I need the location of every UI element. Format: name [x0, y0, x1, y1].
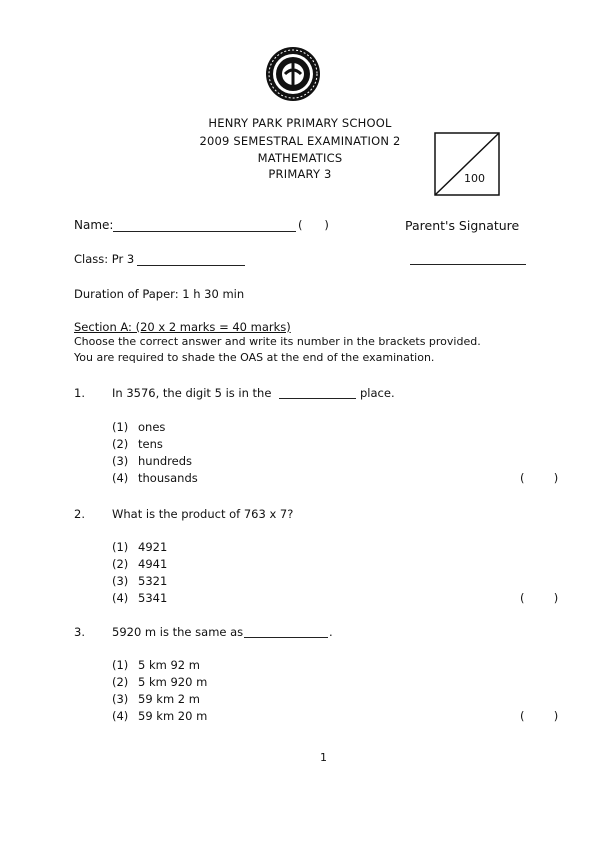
option-number: (2)	[112, 437, 129, 451]
level-title: PRIMARY 3	[268, 167, 332, 181]
page-number: 1	[320, 751, 327, 764]
question-text: 5920 m is the same as	[112, 625, 244, 639]
parent-signature-field[interactable]	[410, 264, 526, 265]
school-name: HENRY PARK PRIMARY SCHOOL	[208, 116, 392, 130]
question-number: 2.	[74, 507, 85, 521]
subject-title: MATHEMATICS	[257, 151, 343, 165]
answer-blank	[279, 398, 356, 399]
register-number-paren: ( )	[298, 218, 329, 232]
answer-blank	[244, 637, 328, 638]
option-text: 5341	[138, 591, 168, 605]
question-number: 3.	[74, 625, 85, 639]
question-text: What is the product of 763 x 7?	[112, 507, 294, 521]
option-number: (4)	[112, 591, 129, 605]
parent-signature-label: Parent's Signature	[405, 218, 520, 233]
option-text: 4941	[138, 557, 168, 571]
option-number: (1)	[112, 420, 129, 434]
option-number: (3)	[112, 574, 129, 588]
school-logo	[265, 46, 321, 102]
question-number: 1.	[74, 386, 85, 400]
option-number: (1)	[112, 658, 129, 672]
class-label: Class: Pr 3	[74, 252, 135, 266]
option-text: 59 km 20 m	[138, 709, 208, 723]
option-text: 5321	[138, 574, 168, 588]
instruction-2: You are required to shade the OAS at the end of the examination.	[74, 351, 435, 364]
option-text: tens	[138, 437, 163, 451]
option-number: (2)	[112, 675, 129, 689]
answer-brackets[interactable]: ( )	[520, 471, 559, 485]
section-title: Section A: (20 x 2 marks = 40 marks)	[74, 320, 291, 334]
duration: Duration of Paper: 1 h 30 min	[74, 287, 245, 301]
name-field[interactable]	[113, 231, 296, 232]
option-number: (1)	[112, 540, 129, 554]
option-text: 59 km 2 m	[138, 692, 200, 706]
score-total: 100	[464, 172, 485, 185]
option-number: (2)	[112, 557, 129, 571]
option-text: 5 km 920 m	[138, 675, 208, 689]
option-number: (3)	[112, 454, 129, 468]
question-text-after: .	[329, 625, 333, 639]
option-text: ones	[138, 420, 166, 434]
answer-brackets[interactable]: ( )	[520, 591, 559, 605]
option-text: 5 km 92 m	[138, 658, 200, 672]
score-box	[434, 132, 500, 196]
question-text: In 3576, the digit 5 is in the	[112, 386, 272, 400]
option-text: hundreds	[138, 454, 193, 468]
instruction-1: Choose the correct answer and write its number in the brackets provided.	[74, 335, 481, 348]
option-number: (4)	[112, 709, 129, 723]
question-text-after: place.	[360, 386, 395, 400]
name-label: Name:	[74, 218, 114, 232]
exam-title: 2009 SEMESTRAL EXAMINATION 2	[199, 134, 401, 148]
class-field[interactable]	[137, 265, 245, 266]
option-text: thousands	[138, 471, 198, 485]
option-number: (4)	[112, 471, 129, 485]
option-number: (3)	[112, 692, 129, 706]
option-text: 4921	[138, 540, 168, 554]
answer-brackets[interactable]: ( )	[520, 709, 559, 723]
